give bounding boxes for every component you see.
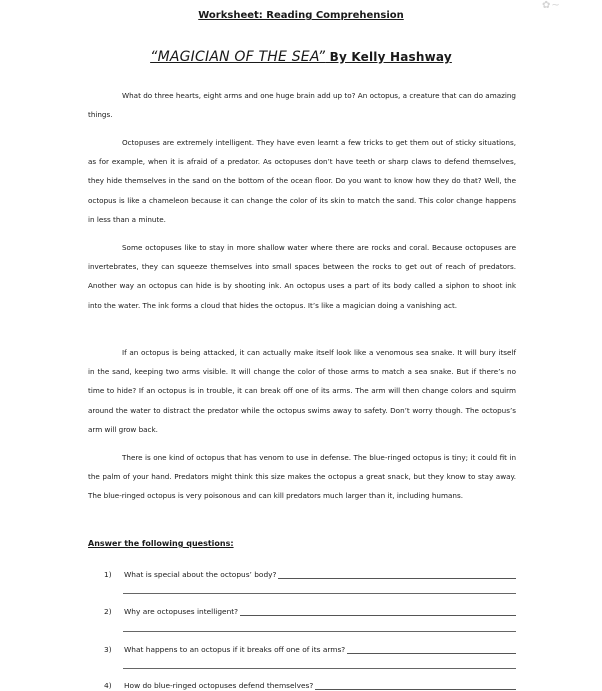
story-author: By Kelly Hashway bbox=[325, 50, 452, 64]
paragraph-2: Octopuses are extremely intelligent. They have even learnt a few tricks to get them out of sticky situations, as for example, when it is afraid of a predator. As octopuses don’t have teeth or sharp claws to defend themselves, they hide themselves in the sand on the bottom of the ocean floor. Do you want to know how they do that? Well, the octopus is like a chameleon because it can change the color of its skin to match the sand. This color change happens in less than a minute. bbox=[88, 138, 516, 224]
paragraph-4: If an octopus is being attacked, it can actually make itself look like a venomous sea snake. It will bury itself in the sand, keeping two arms visible. It will change the color of those arms to match a sea snake. But if there’s no time to hide? If an octopus is in trouble, it can break off one of its arms. The arm will then change colors and squirm around the water to distract the predator while the octopus swims away to safety. Don’t worry though. The octopus’s arm will grow back. bbox=[88, 348, 516, 434]
story-title bbox=[0, 49, 602, 65]
answer-line[interactable] bbox=[123, 631, 516, 632]
answer-line[interactable] bbox=[123, 593, 516, 594]
question-1 bbox=[104, 565, 516, 579]
answer-field[interactable] bbox=[315, 679, 516, 690]
answer-field[interactable] bbox=[240, 605, 516, 616]
answer-field[interactable] bbox=[278, 568, 516, 579]
watermark-logo: ✿~ bbox=[542, 0, 561, 11]
paragraph-3: Some octopuses like to stay in more shallow water where there are rocks and coral. Because octopuses are invertebrates, they can squeeze themselves into small spaces between the rocks to get out of reach of predators. Another way an octopus can hide is by shooting ink. An octopus uses a part of its body called a siphon to shoot ink into the water. The ink forms a cloud that hides the octopus. It’s like a magician doing a vanishing act. bbox=[88, 243, 516, 310]
answer-field[interactable] bbox=[347, 643, 516, 654]
question-text: What is special about the octopus’ body? bbox=[124, 570, 277, 579]
paragraph-5: There is one kind of octopus that has venom to use in defense. The blue-ringed octopus is tiny; it could fit in the palm of your hand. Predators might think this size makes the octopus a great snack, but they know to stay away. The blue-ringed octopus is very poisonous and can kill predators much larger than it, including humans. bbox=[88, 453, 516, 501]
question-3 bbox=[104, 640, 516, 654]
question-number: 4) bbox=[104, 681, 112, 690]
paragraph-1: What do three hearts, eight arms and one huge brain add up to? An octopus, a creature that can do amazing things. bbox=[88, 91, 516, 120]
question-text: How do blue-ringed octopuses defend themselves? bbox=[124, 681, 314, 690]
questions-heading: Answer the following questions: bbox=[88, 539, 234, 548]
answer-line[interactable] bbox=[123, 668, 516, 669]
question-text: What happens to an octopus if it breaks off one of its arms? bbox=[124, 645, 346, 654]
question-4 bbox=[104, 676, 516, 690]
question-number: 3) bbox=[104, 645, 112, 654]
worksheet-header: Worksheet: Reading Comprehension bbox=[198, 10, 404, 21]
question-text: Why are octopuses intelligent? bbox=[124, 607, 239, 616]
story-name: “MAGICIAN OF THE SEA” bbox=[150, 49, 326, 65]
question-number: 2) bbox=[104, 607, 112, 616]
question-number: 1) bbox=[104, 570, 112, 579]
question-2 bbox=[104, 602, 516, 616]
